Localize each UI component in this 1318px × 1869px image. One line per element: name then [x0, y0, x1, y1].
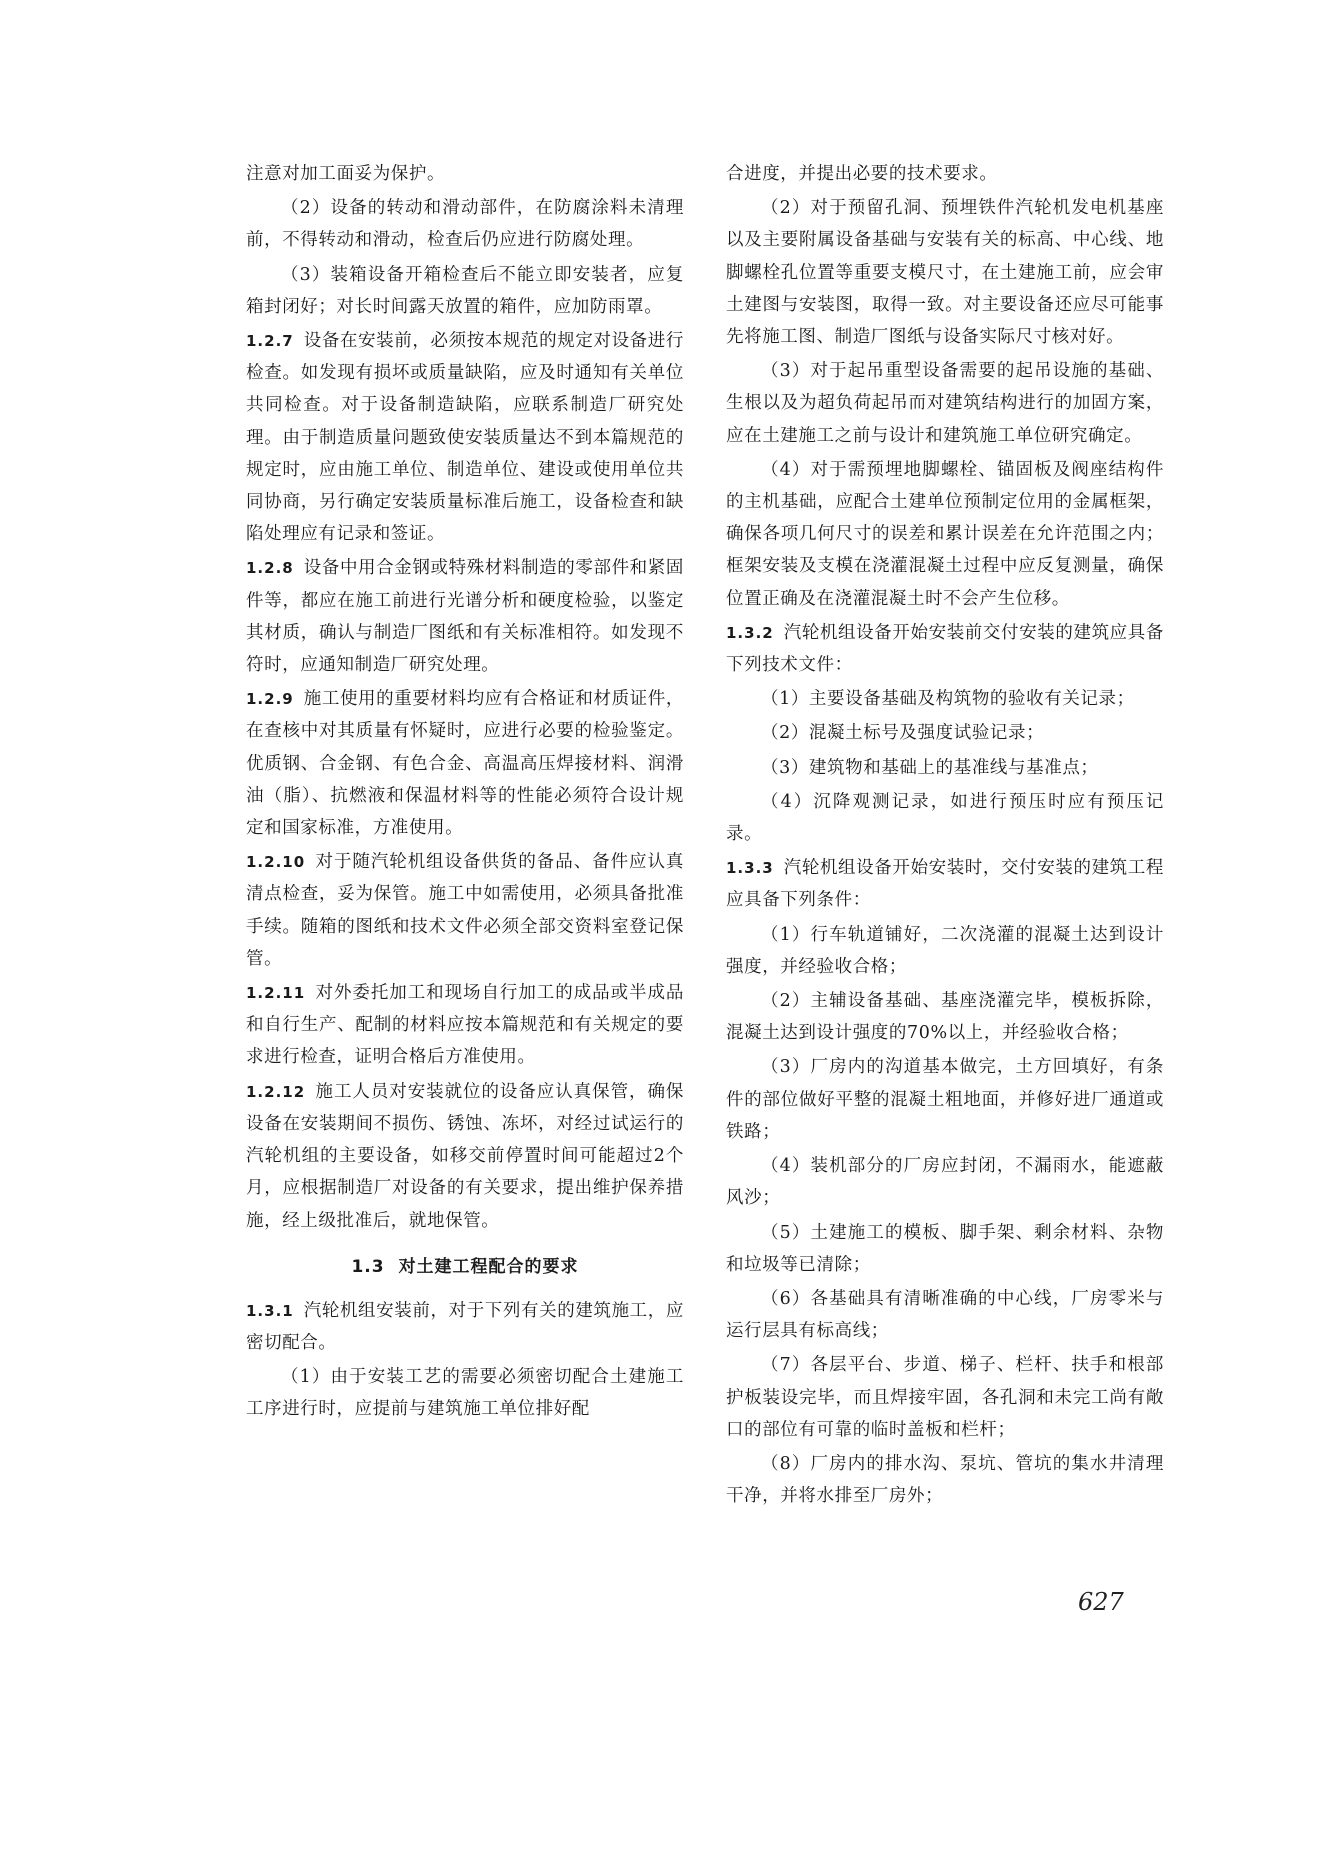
body-paragraph: （7）各层平台、步道、梯子、栏杆、扶手和根部护板装设完毕，而且焊接牢固，各孔洞和未完工尚有敞口的部位有可靠的临时盖板和栏杆； [726, 1355, 1164, 1440]
body-paragraph: 注意对加工面妥为保护。 [246, 164, 446, 184]
clause-text: 设备中用合金钢或特殊材料制造的零部件和紧固件等，都应在施工前进行光谱分析和硬度检验，以鉴定其材质，确认与制造厂图纸和有关标准相符。如发现不符时，应通知制造厂研究处理。 [246, 558, 684, 676]
section-number: 1.3 [351, 1256, 385, 1277]
clause-text: 对外委托加工和现场自行加工的成品或半成品和自行生产、配制的材料应按本篇规范和有关规定的要求进行检查，证明合格后方准使用。 [246, 983, 684, 1068]
body-paragraph: （1）主要设备基础及构筑物的验收有关记录； [761, 689, 1135, 710]
body-paragraph: （5）土建施工的模板、脚手架、剩余材料、杂物和垃圾等已清除； [726, 1222, 1164, 1275]
clause-paragraph [726, 852, 1164, 916]
body-paragraph: 合进度，并提出必要的技术要求。 [726, 164, 998, 184]
clause-number: 1.2.7 [246, 332, 294, 351]
body-paragraph: （2）混凝土标号及强度试验记录； [761, 723, 1045, 744]
left-column [246, 158, 684, 1428]
page-number: 627 [1078, 1588, 1124, 1616]
body-paragraph: （3）对于起吊重型设备需要的起吊设施的基础、生根以及为超负荷起吊而对建筑结构进行的加固方案，应在土建施工之前与设计和建筑施工单位研究确定。 [726, 361, 1164, 446]
body-paragraph: （8）厂房内的排水沟、泵坑、管坑的集水井清理干净，并将水排至厂房外； [726, 1453, 1164, 1507]
body-paragraph: （4）对于需预埋地脚螺栓、锚固板及阀座结构件的主机基础，应配合土建单位预制定位用的金属框架，确保各项几何尺寸的误差和累计误差在允许范围之内；框架安装及支模在浇灌混凝土过程中应反复测量，确保位置正确及在浇灌混凝土时不会产生位移。 [726, 459, 1164, 609]
body-paragraph: （1）行车轨道铺好，二次浇灌的混凝土达到设计强度，并经验收合格； [726, 924, 1164, 977]
clause-paragraph [246, 683, 684, 844]
clause-paragraph [246, 552, 684, 681]
clause-number: 1.2.9 [246, 690, 294, 709]
body-paragraph: （3）建筑物和基础上的基准线与基准点； [761, 757, 1099, 778]
clause-number: 1.2.12 [246, 1082, 306, 1101]
body-paragraph: （2）主辅设备基础、基座浇灌完毕，模板拆除，混凝土达到设计强度的70%以上，并经验收合格； [726, 991, 1164, 1044]
clause-paragraph [246, 1295, 684, 1359]
body-paragraph: （2）对于预留孔洞、预埋铁件汽轮机发电机基座以及主要附属设备基础与安装有关的标高、中心线、地脚螺栓孔位置等重要支模尺寸，在土建施工前，应会审土建图与安装图，取得一致。对主要设备还应尽可能事先将施工图、制造厂图纸与设备实际尺寸核对好。 [726, 198, 1164, 348]
clause-number: 1.2.11 [246, 984, 306, 1003]
clause-paragraph [246, 1076, 684, 1237]
clause-text: 施工使用的重要材料均应有合格证和材质证件，在查核中对其质量有怀疑时，应进行必要的检验鉴定。优质钢、合金钢、有色合金、高温高压焊接材料、润滑油（脂）、抗燃液和保温材料等的性能必须符合设计规定和国家标准，方准使用。 [246, 689, 684, 839]
section-heading [246, 1251, 684, 1283]
body-paragraph: （4）沉降观测记录，如进行预压时应有预压记录。 [726, 791, 1164, 845]
clause-number: 1.3.3 [726, 859, 774, 878]
body-paragraph: （4）装机部分的厂房应封闭，不漏雨水，能遮蔽风沙； [726, 1156, 1164, 1209]
clause-text: 对于随汽轮机组设备供货的备品、备件应认真清点检查，妥为保管。施工中如需使用，必须具备批准手续。随箱的图纸和技术文件必须全部交资料室登记保管。 [246, 852, 684, 969]
clause-paragraph [246, 846, 684, 975]
clause-text: 汽轮机组设备开始安装前交付安装的建筑应具备下列技术文件： [726, 622, 1164, 676]
clause-paragraph [726, 617, 1164, 681]
clause-text: 汽轮机组安装前，对于下列有关的建筑施工，应密切配合。 [246, 1300, 684, 1353]
section-title: 对土建工程配合的要求 [398, 1256, 579, 1277]
body-paragraph: （1）由于安装工艺的需要必须密切配合土建施工工序进行时，应提前与建筑施工单位排好配 [246, 1367, 684, 1420]
clause-number: 1.3.2 [726, 623, 774, 642]
clause-paragraph [246, 977, 684, 1074]
clause-paragraph [246, 325, 684, 550]
body-paragraph: （2）设备的转动和滑动部件，在防腐涂料未清理前，不得转动和滑动，检查后仍应进行防腐处理。 [246, 198, 684, 251]
clause-text: 汽轮机组设备开始安装时，交付安装的建筑工程应具备下列条件： [726, 858, 1164, 911]
clause-number: 1.3.1 [246, 1301, 294, 1320]
clause-text: 施工人员对安装就位的设备应认真保管，确保设备在安装期间不损伤、锈蚀、冻坏，对经过试运行的汽轮机组的主要设备，如移交前停置时间可能超过2个月，应根据制造厂对设备的有关要求，提出维护保养措施，经上级批准后，就地保管。 [246, 1081, 684, 1231]
right-column [726, 158, 1164, 1514]
clause-number: 1.2.10 [246, 853, 306, 872]
body-paragraph: （3）装箱设备开箱检查后不能立即安装者，应复箱封闭好；对长时间露天放置的箱件，应加防雨罩。 [246, 264, 684, 317]
clause-text: 设备在安装前，必须按本规范的规定对设备进行检查。如发现有损坏或质量缺陷，应及时通知有关单位共同检查。对于设备制造缺陷，应联系制造厂研究处理。由于制造质量问题致使安装质量达不到本篇规范的规定时，应由施工单位、制造单位、建设或使用单位共同协商，另行确定安装质量标准后施工，设备检查和缺陷处理应有记录和签证。 [246, 331, 684, 545]
clause-number: 1.2.8 [246, 559, 294, 578]
body-paragraph: （3）厂房内的沟道基本做完，土方回填好，有条件的部位做好平整的混凝土粗地面，并修好进厂通道或铁路； [726, 1057, 1164, 1142]
body-paragraph: （6）各基础具有清晰准确的中心线，厂房零米与运行层具有标高线； [726, 1288, 1164, 1342]
